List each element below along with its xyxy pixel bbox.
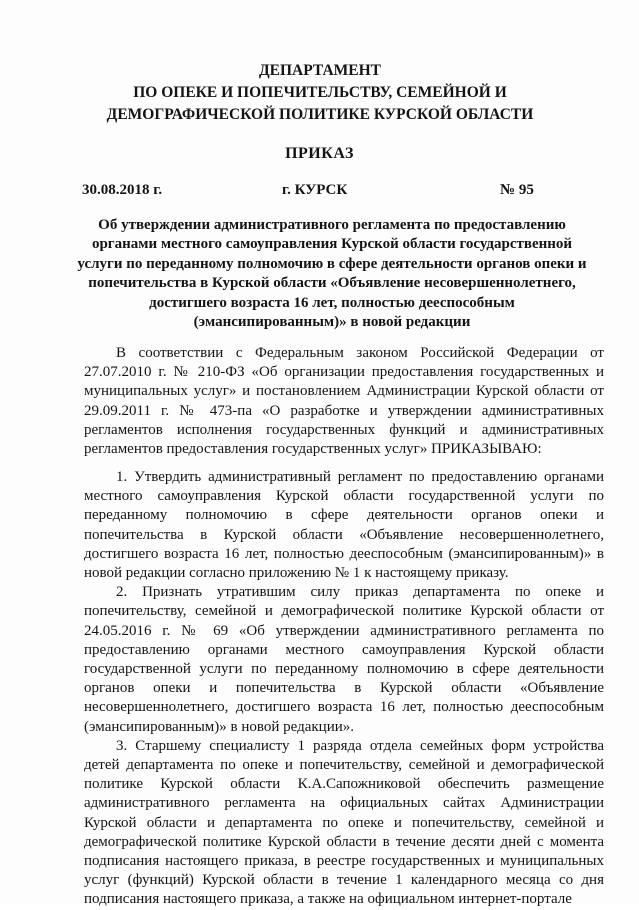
subject-line: достигшего возраста 16 лет, полностью дееспособным — [149, 294, 515, 311]
order-subject — [72, 216, 592, 332]
order-item: 3. Старшему специалисту 1 разряда отдела семейных форм устройства детей департамента по опеке и попечительству, семейной и демографической политике Курской области К.А.Сапожниковой обеспечить размещение административного регламента на официальных сайтах Администрации Курской области и департамента по опеке и попечительству, семейной и демографической политике Курской области в течение десяти дней с момента подписания настоящего приказа, в реестре государственных и муниципальных услуг (функций) Курской области в течение 1 календарного месяца со дня подписания настоящего приказа, а также на официальном интернет-портале — [84, 737, 604, 908]
subject-line: Об утверждении административного регламента по предоставлению — [98, 217, 566, 233]
order-number: № 95 — [500, 182, 534, 198]
document-type-title: ПРИКАЗ — [285, 145, 354, 162]
order-items — [84, 468, 604, 910]
header-line: ПО ОПЕКЕ И ПОПЕЧИТЕЛЬСТВУ, СЕМЕЙНОЙ И — [133, 84, 507, 101]
subject-line: органами местного самоуправления Курской области государственной — [91, 236, 573, 253]
preamble-paragraph: В соответствии с Федеральным законом Российской Федерации от 27.07.2010 г. № 210-ФЗ «Об организации предоставления государственных и муниципальных услуг» и постановлением Администрации Курской области от 29.09.2011 г. № 473-па «О разработке и утверждении административных регламентов исполнения государственных функций и административных регламентов предоставления государственных услуг» ПРИКАЗЫВАЮ: — [84, 345, 604, 458]
subject-line: попечительства в Курской области «Объявление несовершеннолетнего, — [88, 275, 576, 292]
order-item: 2. Признать утратившим силу приказ департамента по опеке и попечительству, семейной и демографической политике Курской области от 24.05.2016 г. № 69 «Об утверждении административного регламента по предоставлению органами местного самоуправления Курской области государственной услуги по переданному полномочию в сфере деятельности органов опеки и попечительства в Курской области «Объявление несовершеннолетнего, достигшего возраста 16 лет, полностью дееспособным (эмансипированным)» в новой редакции». — [84, 584, 604, 735]
header-line: ДЕМОГРАФИЧЕСКОЙ ПОЛИТИКЕ КУРСКОЙ ОБЛАСТИ — [106, 106, 534, 123]
preamble-section — [84, 344, 604, 459]
subject-line: услуги по переданному полномочию в сфере деятельности органов опеки и — [77, 255, 587, 272]
header-line: ДЕПАРТАМЕНТ — [258, 62, 382, 79]
department-header — [100, 60, 540, 126]
subject-line: (эмансипированным)» в новой редакции — [193, 314, 471, 331]
order-date: 30.08.2018 г. — [82, 182, 163, 198]
order-item: 1. Утвердить административный регламент по предоставлению органами местного самоуправления Курской области государственной услуги по переданному полномочию в сфере деятельности органов опеки и попечительства в Курской области «Объявление несовершеннолетнего, достигшего возраста 16 лет, полностью дееспособным (эмансипированным)» в новой редакции согласно приложению № 1 к настоящему приказу. — [84, 469, 604, 582]
order-city: г. КУРСК — [282, 182, 348, 198]
